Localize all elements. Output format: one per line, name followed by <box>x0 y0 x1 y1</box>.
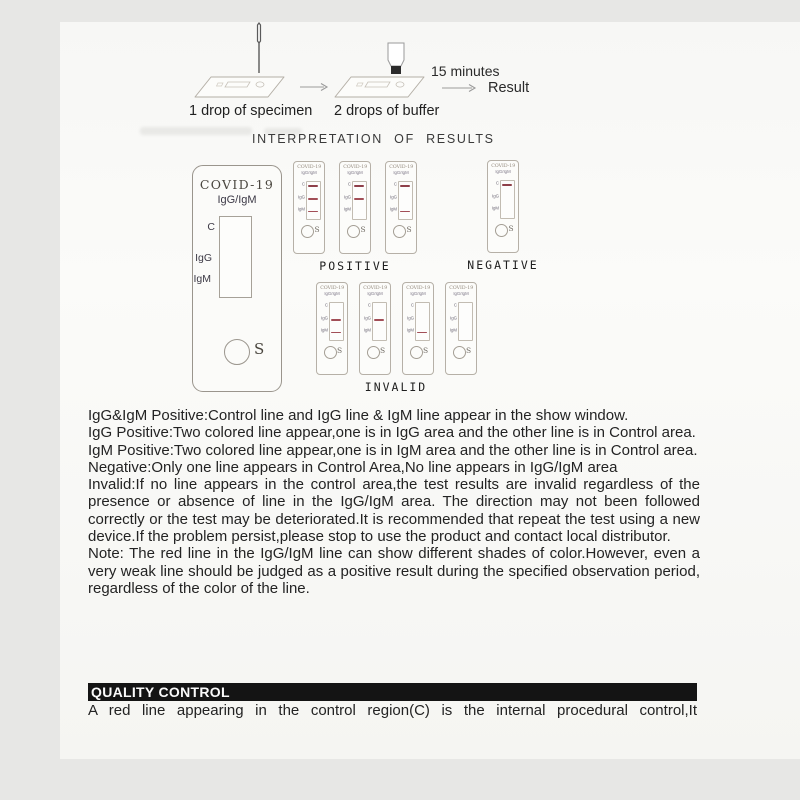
flat-cassette-step1 <box>194 76 286 98</box>
well-label: S <box>380 346 386 355</box>
negative-group-label: NEGATIVE <box>467 258 539 272</box>
line-label-c: C <box>453 303 457 308</box>
cassette-brand: COVID-19 <box>491 163 516 169</box>
test-cassette-negative <box>487 160 519 253</box>
line-label-igg: IgG <box>363 316 371 321</box>
cassette-subtitle: IgG/IgM <box>301 170 317 175</box>
line-label-c: C <box>207 221 215 233</box>
cassette-subtitle: IgG/IgM <box>323 291 340 296</box>
sample-well <box>453 346 466 359</box>
quality-control-body-text: A red line appearing in the control region(C) is the internal procedural control,It <box>88 702 697 719</box>
line-label-igg: IgG <box>344 195 351 200</box>
result-label: Result <box>488 80 530 96</box>
line-label-igm: IgM <box>320 328 328 334</box>
quality-control-header-bar <box>88 683 697 701</box>
invalid-group-label: INVALID <box>364 380 428 394</box>
step2-label: 2 drops of buffer <box>334 103 440 119</box>
negative-text: Negative:Only one line appears in Control Area,No line appears in IgG/IgM area <box>88 458 618 476</box>
control-line <box>308 185 318 187</box>
invalid-text: Invalid:If no line appears in the control area,the test results are invalid regardless of the presence or absence of line in the IgG/IgM area. The direction may not been followed correctly or the test may be deteriorated.It is recommended that repeat the test using a new device.If the problem persist,please stop to use the product and contact local distributor. <box>88 476 700 546</box>
sample-well <box>324 346 337 359</box>
interpretation-text-block <box>88 407 700 597</box>
cassette-brand: COVID-19 <box>448 285 473 291</box>
sample-well <box>367 346 380 359</box>
line-label-igg: IgG <box>298 195 305 200</box>
igg-line <box>331 319 341 321</box>
result-window <box>415 302 430 341</box>
result-window <box>329 302 344 341</box>
control-line <box>400 185 410 187</box>
test-cassette-invalid-blank <box>445 282 477 375</box>
sample-well <box>495 224 508 237</box>
arrow-step1-to-step2-icon <box>299 81 329 93</box>
result-window <box>500 180 515 219</box>
cassette-subtitle: IgG/IgM <box>452 291 469 296</box>
line-label-igm: IgM <box>491 206 499 212</box>
test-cassette-invalid-igg <box>359 282 391 375</box>
sample-well <box>410 346 423 359</box>
line-label-igg: IgG <box>492 194 499 199</box>
well-label: S <box>360 225 366 234</box>
well-label: S <box>314 225 320 234</box>
dropper-icon <box>254 21 264 75</box>
cassette-subtitle: IgG/IgM <box>347 170 363 175</box>
cassette-subtitle: IgG/IgM <box>366 291 383 296</box>
cassette-subtitle: IgG/IgM <box>217 194 257 206</box>
well-label: S <box>423 346 429 355</box>
step1-label: 1 drop of specimen <box>189 103 313 119</box>
igm-line <box>308 211 318 213</box>
igg-positive-text: IgG Positive:Two colored line appear,one is in IgG area and the other line is in Control area. <box>88 424 696 442</box>
flat-cassette-step2 <box>334 76 426 98</box>
line-label-igm: IgM <box>193 273 211 285</box>
sample-well <box>301 225 314 238</box>
line-label-igm: IgM <box>449 328 457 334</box>
quality-control-heading: QUALITY CONTROL <box>91 684 230 700</box>
cassette-brand: COVID-19 <box>199 177 275 192</box>
well-label: S <box>406 225 412 234</box>
line-label-igg: IgG <box>195 252 212 264</box>
cassette-brand: COVID-19 <box>405 285 430 291</box>
test-cassette-invalid-igm <box>402 282 434 375</box>
wait-time-label: 15 minutes <box>431 63 500 79</box>
cassette-brand: COVID-19 <box>297 164 322 170</box>
cassette-brand: COVID-19 <box>362 285 387 291</box>
igm-line <box>417 332 427 334</box>
well-label: S <box>337 346 343 355</box>
negative-results-group <box>457 160 549 272</box>
result-window <box>306 181 321 220</box>
result-window <box>458 302 473 341</box>
result-window <box>352 181 367 220</box>
line-label-igm: IgM <box>297 207 305 213</box>
line-label-igm: IgM <box>406 328 414 334</box>
result-window <box>372 302 387 341</box>
igg-igm-positive-text: IgG&IgM Positive:Control line and IgG line & IgM line appear in the show window. <box>88 407 629 424</box>
line-label-c: C <box>301 182 305 187</box>
line-label-c: C <box>495 181 499 186</box>
line-label-c: C <box>347 182 351 187</box>
cassette-brand: COVID-19 <box>319 285 344 291</box>
line-label-igg: IgG <box>390 195 397 200</box>
line-label-igg: IgG <box>449 316 457 321</box>
line-label-igm: IgM <box>343 207 351 213</box>
positive-group-label: POSITIVE <box>319 259 391 273</box>
igm-line <box>400 211 410 213</box>
line-label-c: C <box>393 182 397 187</box>
buffer-bottle-icon <box>385 42 407 78</box>
result-window <box>398 181 413 220</box>
sample-well <box>224 339 250 365</box>
cassette-subtitle: IgG/IgM <box>393 170 409 175</box>
line-label-igg: IgG <box>320 316 328 321</box>
interpretation-heading: INTERPRETATION OF RESULTS <box>252 132 495 146</box>
control-line <box>354 185 364 187</box>
sample-well <box>347 225 360 238</box>
cassette-brand: COVID-19 <box>343 164 368 170</box>
sample-well <box>393 225 406 238</box>
line-label-igm: IgM <box>389 207 397 213</box>
igg-line <box>354 198 364 200</box>
cassette-subtitle: IgG/IgM <box>495 169 511 174</box>
large-test-cassette <box>192 165 282 392</box>
line-label-c: C <box>410 303 414 308</box>
well-label: S <box>508 224 514 233</box>
line-label-igm: IgM <box>363 328 371 334</box>
control-line <box>502 184 512 186</box>
well-label: S <box>254 340 265 358</box>
result-window <box>219 216 252 298</box>
igg-line <box>308 198 318 200</box>
test-cassette-invalid-igg-igm <box>316 282 348 375</box>
cassette-brand: COVID-19 <box>389 164 414 170</box>
print-bleedthrough <box>140 127 252 135</box>
line-label-c: C <box>324 303 328 308</box>
positive-results-group <box>290 161 420 273</box>
well-label: S <box>466 346 472 355</box>
igm-positive-text: IgM Positive:Two colored line appear,one is in IgM area and the other line is in Control area. <box>88 441 698 459</box>
invalid-results-group <box>312 282 480 394</box>
arrow-to-result-icon <box>441 82 477 94</box>
test-cassette-positive-igg-igm <box>293 161 325 254</box>
note-text: Note: The red line in the IgG/IgM line can show different shades of color.However, even a very weak line should be judged as a positive result during the specified observation period, regardless of the color of the line. <box>88 545 700 597</box>
line-label-c: C <box>367 303 371 308</box>
igg-line <box>374 319 384 321</box>
line-label-igg: IgG <box>406 316 414 321</box>
igm-line <box>331 332 341 334</box>
test-cassette-positive-igg <box>339 161 371 254</box>
cassette-subtitle: IgG/IgM <box>409 291 426 296</box>
test-cassette-positive-igm <box>385 161 417 254</box>
